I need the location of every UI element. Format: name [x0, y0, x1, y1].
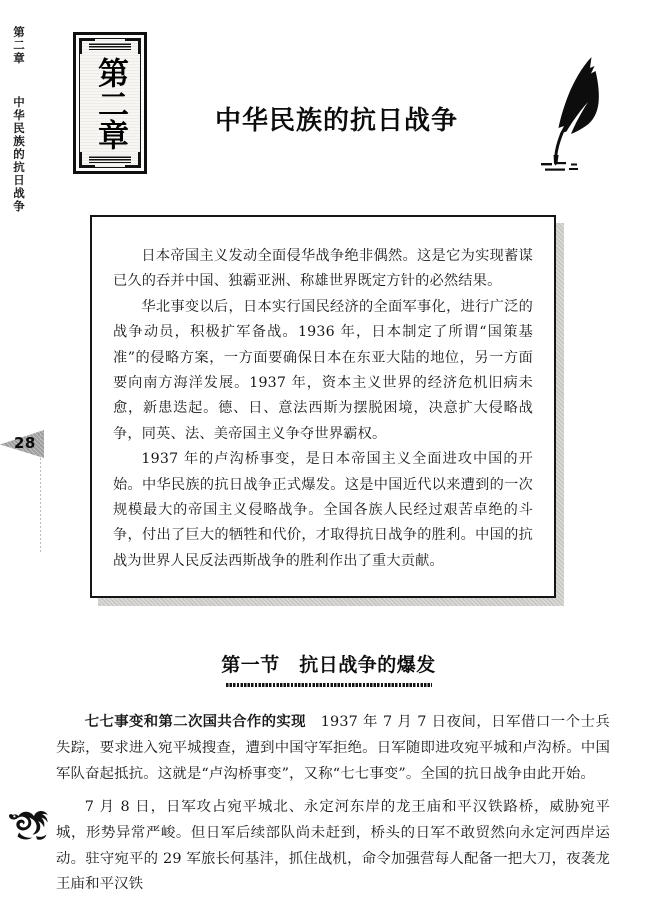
intro-paragraph: 日本帝国主义发动全面侵华战争绝非偶然。这是它为实现蓄谋已久的吞并中国、独霸亚洲、称雄世界既定方针的必然结果。 [113, 248, 533, 290]
runin-heading: 七七事变和第二次国共合作的实现 [84, 714, 306, 730]
running-head-vertical: 第二章 中华民族的抗日战争 [12, 26, 26, 213]
page-number: 28 [14, 434, 36, 452]
intro-box-frame [90, 215, 556, 598]
plaque-band-top-icon [89, 43, 131, 50]
body-paragraph-text: 1937 年 7 月 7 日夜间，日军借口一个士兵失踪，要求进入宛平城搜查，遭到中国守军拒绝。日军随即进攻宛平城和卢沟桥。中国军队奋起抵抗。这就是“卢沟桥事变”，又称“七七事变”。全国的抗日战争由此开始。 [56, 714, 610, 782]
intro-callout-box [90, 215, 556, 598]
body-paragraph [56, 710, 610, 787]
body-paragraph-block [56, 795, 610, 898]
section-heading-wrapper [0, 650, 657, 687]
dragon-icon [6, 806, 52, 846]
chapter-plaque-inner [79, 38, 141, 168]
plaque-band-bottom-icon [89, 156, 131, 163]
body-paragraph-text: 7 月 8 日，日军攻占宛平城北、永定河东岸的龙王庙和平汉铁路桥，威胁宛平城，形势异常严峻。但日军后续部队尚未赶到，桥头的日军不敢贸然向永定河西岸运动。驻守宛平的 29 军旅长何基沣，抓住战机，命令加强营每人配备一把大刀，夜袭龙王庙和平汉铁 [56, 799, 610, 893]
intro-paragraph: 华北事变以后，日本实行国民经济的全面军事化，进行广泛的战争动员，积极扩军备战。1936 年，日本制定了所谓“国策基准”的侵略方案，一方面要确保日本在东亚大陆的地位，另一方面要向南方海洋发展。1937 年，资本主义世界的经济危机旧病未愈，新患迭起。德、日、意法西斯为摆脱困境，决意扩大侵略战争，同英、法、美帝国主义争夺世界霸权。 [113, 298, 533, 442]
body-paragraph-block [56, 710, 610, 787]
quill-pen-icon [536, 55, 606, 173]
chapter-plaque-label: 第二章 [92, 56, 128, 150]
section-heading: 第一节 抗日战争的爆发 [221, 654, 436, 676]
chapter-title: 中华民族的抗日战争 [215, 106, 459, 136]
intro-paragraph: 1937 年的卢沟桥事变，是日本帝国主义全面进攻中国的开始。中华民族的抗日战争正式爆发。这是中国近代以来遭到的一次规模最大的帝国主义侵略战争。全国各族人民经过艰苦卓绝的斗争，付出了巨大的牺牲和代价，才取得抗日战争的胜利。中国的抗战为世界人民反法西斯战争的胜利作出了重大贡献。 [113, 451, 533, 569]
chapter-plaque [73, 32, 147, 174]
page-number-marker [0, 430, 60, 560]
pennant-pole-icon [40, 434, 41, 552]
section-heading-rule [226, 683, 432, 687]
